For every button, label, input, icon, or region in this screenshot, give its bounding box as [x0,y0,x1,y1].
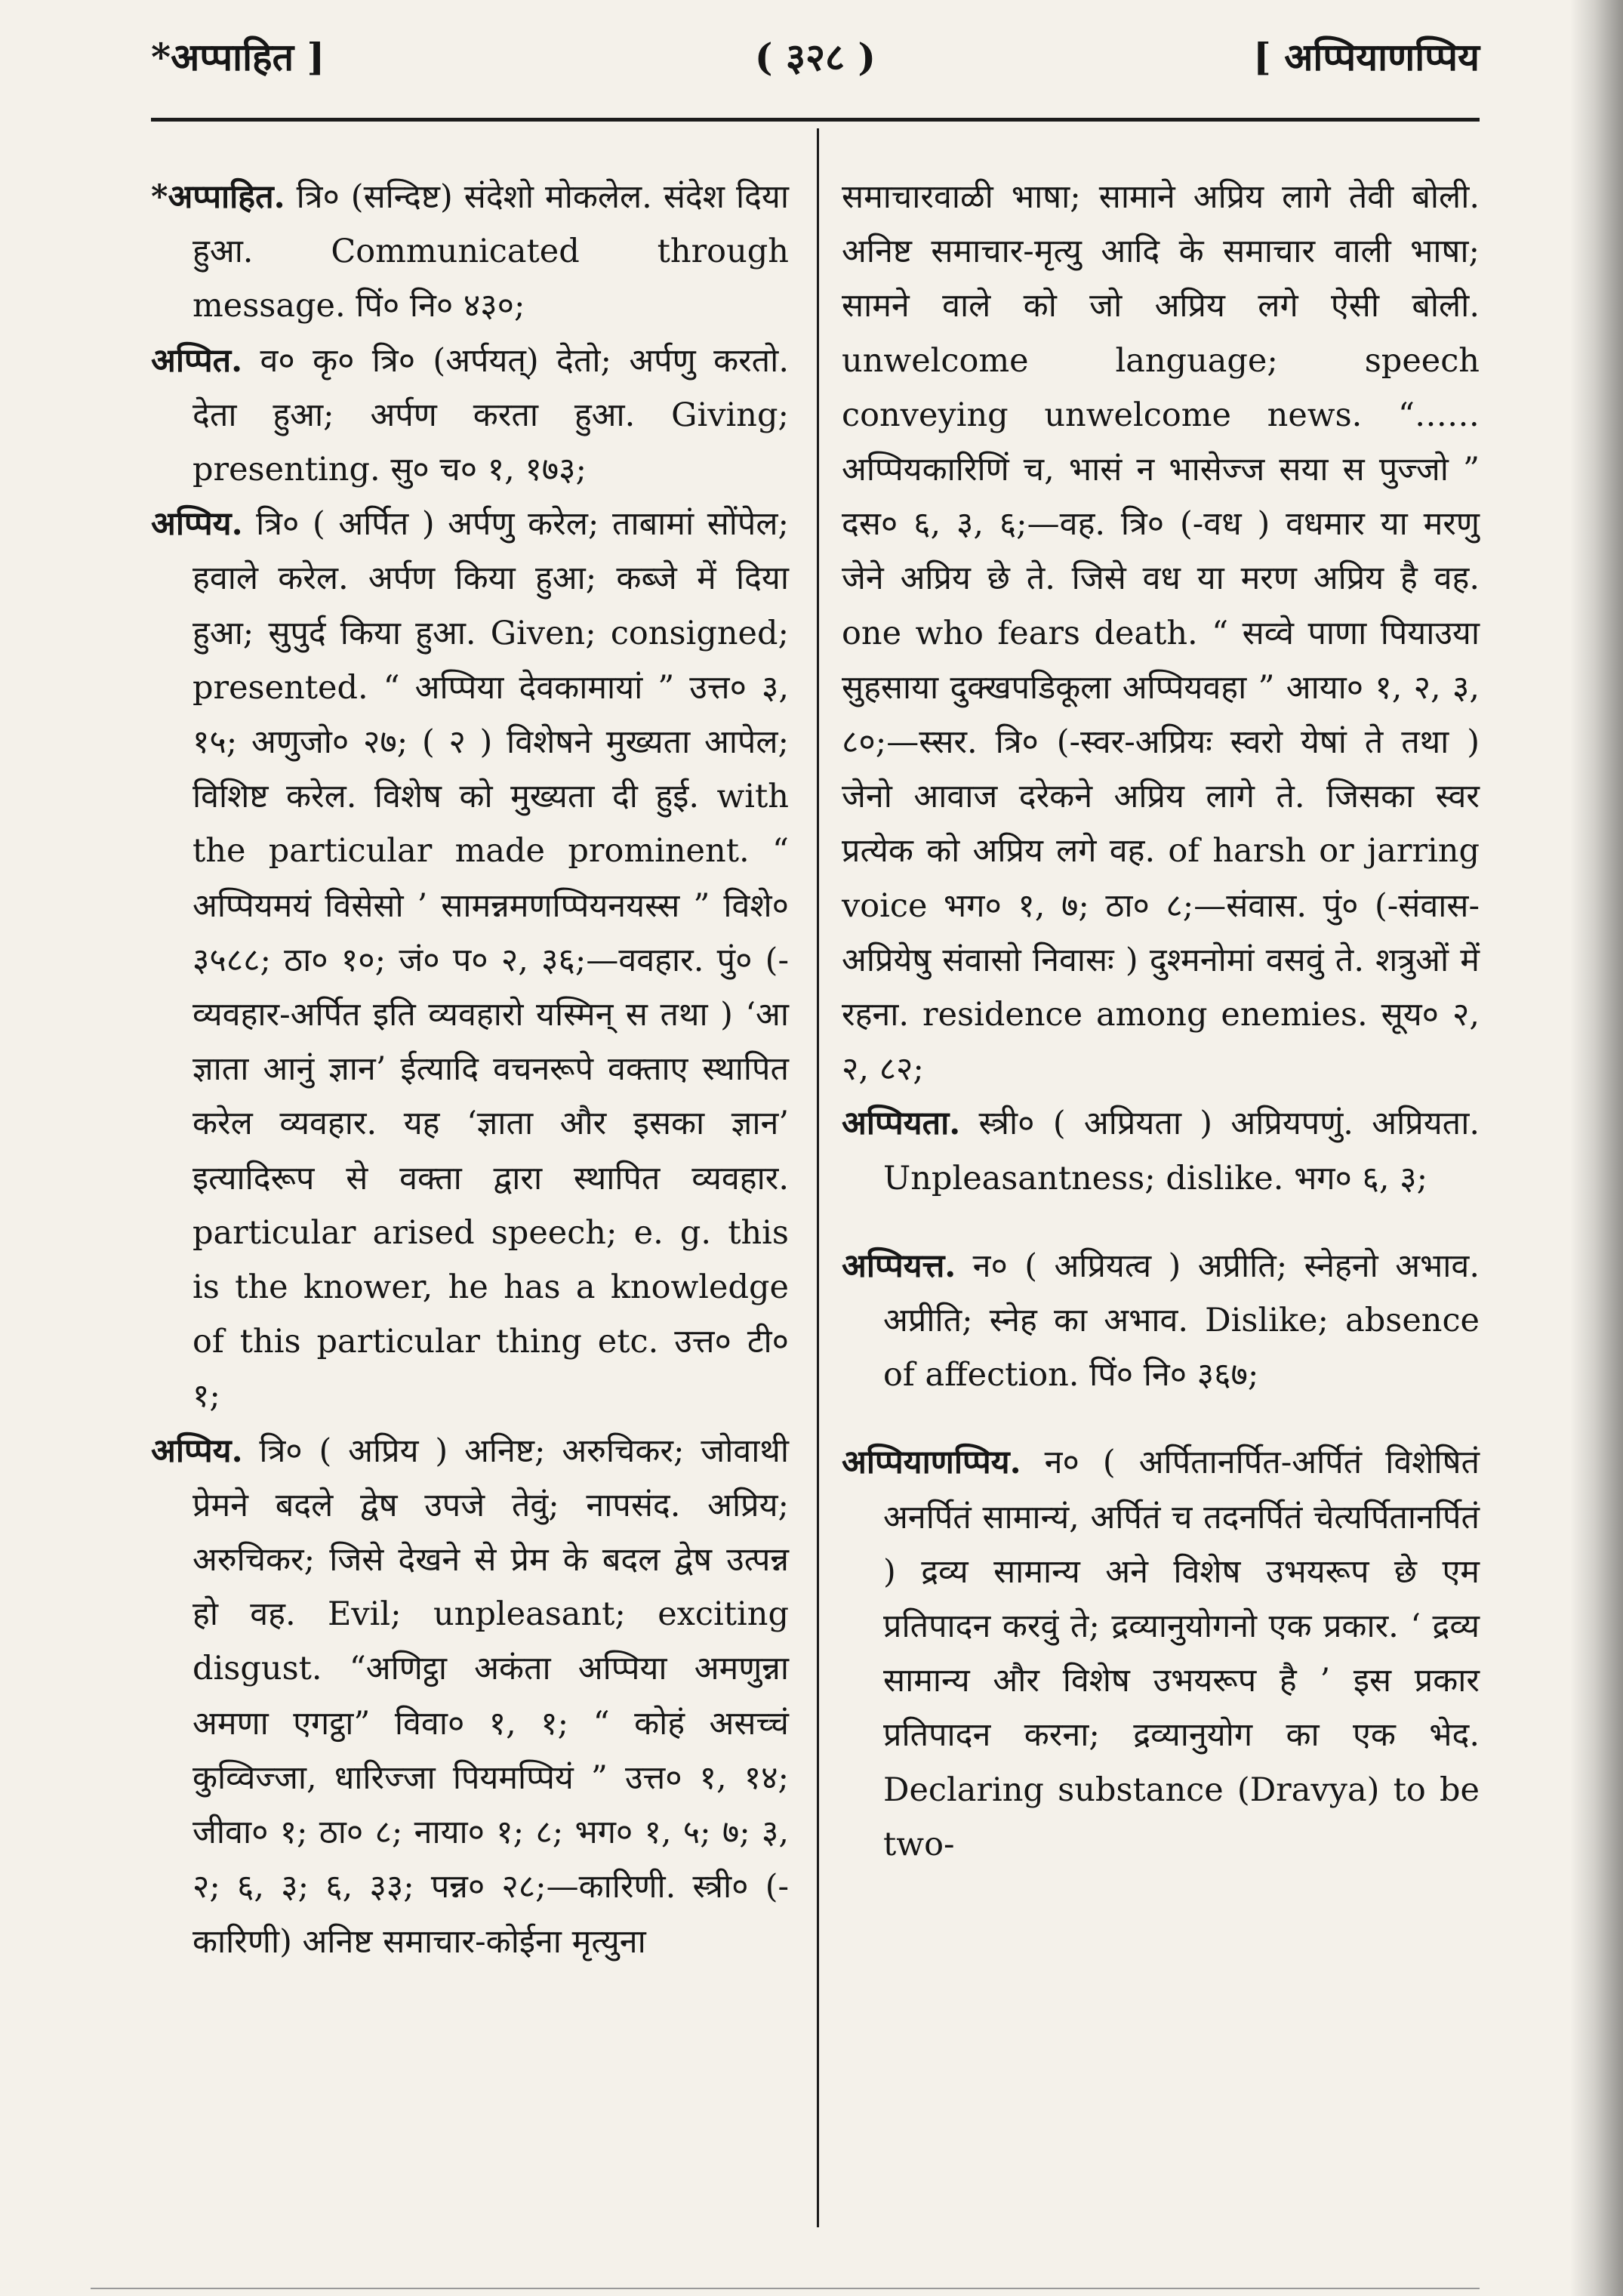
entry-headword: अप्पियता. [842,1105,961,1143]
entry-headword: *अप्पाहित. [151,178,285,216]
entry-body: स्त्री० ( अप्रियता ) अप्रियपणुं. अप्रियता. Unpleasantness; dislike. भग० ६, ३; [883,1105,1480,1197]
entry-headword: अप्पियत्त. [842,1247,956,1285]
entry-body: त्रि० (सन्दिष्ट) संदेशो मोकलेल. संदेश दिया हुआ. Communicated through message. पिं० नि० ४३०; [192,178,789,325]
entry-body: न० ( अप्रियत्व ) अप्रीति; स्नेहनो अभाव. अप्रीति; स्नेह का अभाव. Dislike; absence of affection. पिं० नि० ३६७; [883,1247,1480,1395]
right-column [842,170,1480,1872]
page-number: ( ३२८ ) [754,35,876,79]
left-column [151,170,789,1969]
header-rule [151,118,1480,122]
entry-appiya-arpita [151,497,789,1423]
entry-headword: अप्पियाणप्पिय. [842,1444,1021,1482]
entry-headword: अप्पिय. [151,505,243,544]
header-last-headword: [ अप्पियाणप्पिय [1253,35,1480,79]
entry-appiyanappiya [842,1435,1480,1872]
entry-appiyata [842,1096,1480,1205]
entry-body: न० ( अर्पितानर्पित-अर्पितं विशेषितं अनर्पितं सामान्यं, अर्पितं च तदनर्पितं चेत्यर्पितानर्पितं ) द्रव्य सामान्य अने विशेष उभयरूप छे एम प्रतिपादन करवुं ते; द्रव्यानुयोगनो एक प्रकार. ‘ द्रव्य सामान्य और विशेष उभयरूप है ’ इस प्रकार प्रतिपादन करना; द्रव्यानुयोग का एक भेद. Declaring substance (Dravya) to be two- [883,1444,1480,1863]
entry-appita [151,334,789,498]
column-divider [817,128,819,2227]
entry-body: त्रि० ( अर्पित ) अर्पणु करेल; ताबामां सोंपेल; हवाले करेल. अर्पण किया हुआ; कब्जे में दिया हुआ; सुपुर्द किया हुआ. Given; consigned; presented. “ अप्पिया देवकामायां ” उत्त० ३, १५; अणुजो० २७; ( २ ) विशेषने मुख्यता आपेल; विशिष्ट करेल. विशेष को मुख्यता दी हुई. with the particular made prominent. “ अप्पियमयं विसेसो ’ सामन्नमणप्पियनयस्स ” विशे० ३५८८; ठा० १०; जं० प० २, ३६;—ववहार. पुं० (-व्यवहार-अर्पित इति व्यवहारो यस्मिन् स तथा ) ‘आ ज्ञाता आनुं ज्ञान’ ईत्यादि वचनरूपे वक्ताए स्थापित करेल व्यवहार. यह ‘ज्ञाता और इसका ज्ञान’ इत्यादिरूप से वक्ता द्वारा स्थापित व्यवहार. particular arised speech; e. g. this is the knower, he has a knowledge of this particular thing etc. उत्त० टी० १; [192,505,789,1416]
entry-headword: अप्पित. [151,341,243,380]
book-spine-shadow [1570,0,1623,2296]
entry-body: त्रि० ( अप्रिय ) अनिष्ट; अरुचिकर; जोवाथी प्रेमने बदले द्वेष उपजे तेवुं; नापसंद. अप्रिय; अरुचिकर; जिसे देखने से प्रेम के बदल द्वेष उत्पन्न हो वह. Evil; unpleasant; exciting disgust. “अणिट्ठा अकंता अप्पिया अमणुन्ना अमणा एगट्ठा” विवा० १, १; “ कोहं असच्चं कुव्विज्जा, धारिज्जा पियमप्पियं ” उत्त० १, १४; जीवा० १; ठा० ८; नाया० १; ८; भग० १, ५; ७; ३, २; ६, ३; ६, ३३; पन्न० २८;—कारिणी. स्त्री० (-कारिणी) अनिष्ट समाचार-कोईना मृत्युना [192,1432,789,1961]
entry-appiya-apriya [151,1424,789,1969]
page-bottom-edge [91,2288,1480,2289]
entry-continuation [842,170,1480,1096]
entry-appiyatta [842,1239,1480,1403]
entry-headword: अप्पिय. [151,1432,243,1470]
page-header [151,30,1480,113]
header-first-headword: *अप्पाहित ] [151,35,325,79]
entry-body: व० कृ० त्रि० (अर्पयत्) देतो; अर्पणु करतो. देता हुआ; अर्पण करता हुआ. Giving; presenting. सु० च० १, १७३; [192,341,789,489]
entry-body: समाचारवाळी भाषा; सामाने अप्रिय लागे तेवी बोली. अनिष्ट समाचार-मृत्यु आदि के समाचार वाली भाषा; सामने वाले को जो अप्रिय लगे ऐसी बोली. unwelcome language; speech conveying unwelcome news. “……अप्पियकारिणिं च, भासं न भासेज्ज सया स पुज्जो ” दस० ६, ३, ६;—वह. त्रि० (-वध ) वधमार या मरणु जेने अप्रिय छे ते. जिसे वध या मरण अप्रिय है वह. one who fears death. “ सव्वे पाणा पियाउया सुहसाया दुक्खपडिकूला अप्पियवहा ” आया० १, २, ३, ८०;—स्सर. त्रि० (-स्वर-अप्रियः स्वरो येषां ते तथा ) जेनो आवाज दरेकने अप्रिय लागे ते. जिसका स्वर प्रत्येक को अप्रिय लगे वह. of harsh or jarring voice भग० १, ७; ठा० ८;—संवास. पुं० (-संवास-अप्रियेषु संवासो निवासः ) दुश्मनोमां वसवुं ते. शत्रुओं में रहना. residence among enemies. सूय० २, २, ८२; [842,178,1480,1089]
entry-appahita [151,170,789,334]
